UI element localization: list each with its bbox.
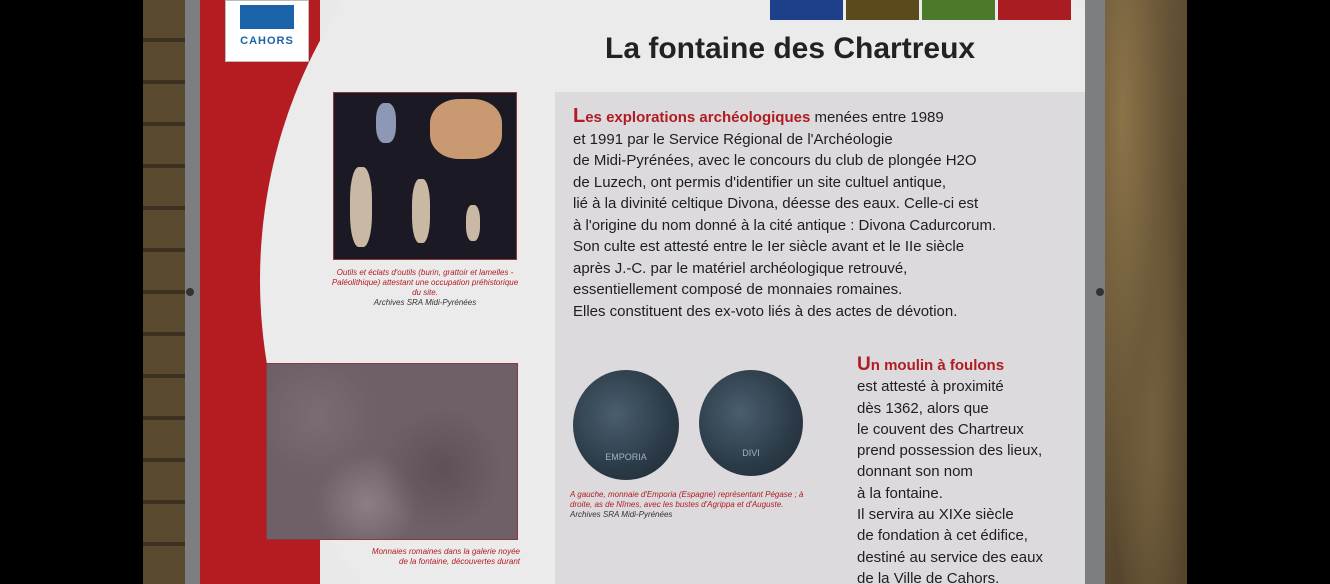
- coins-caption-text: A gauche, monnaie d'Emporia (Espagne) représentant Pégase ; à droite, as de Nîmes, avec les bustes d'Agrippa et d'Auguste.: [570, 490, 804, 509]
- flint-piece: [430, 99, 502, 159]
- coins-caption: [570, 490, 810, 520]
- intro-line: lié à la divinité celtique Divona, déesse des eaux. Celle-ci est: [573, 195, 979, 212]
- flint-piece: [412, 179, 430, 243]
- flint-piece: [466, 205, 480, 241]
- panel-title: La fontaine des Chartreux: [605, 32, 976, 65]
- intro-line: de Midi-Pyrénées, avec le concours du club de plongée H2O: [573, 152, 977, 169]
- tools-caption: [330, 268, 520, 308]
- intro-line: de Luzech, ont permis d'identifier un site cultuel antique,: [573, 173, 947, 191]
- tools-caption-source: Archives SRA Midi-Pyrénées: [373, 298, 477, 307]
- flint-piece: [376, 103, 396, 143]
- text-box: [555, 92, 1085, 584]
- moulin-line: Il servira au XIXe siècle: [857, 506, 1014, 524]
- moulin-paragraph: [857, 354, 1085, 584]
- frame-screw: [1096, 288, 1104, 296]
- intro-line: et 1991 par le Service Régional de l'Archéologie: [573, 130, 893, 148]
- frame-screw: [186, 288, 194, 296]
- moulin-line: de la Ville de Cahors.: [857, 569, 1000, 584]
- coins-in-gallery-photo: [266, 363, 518, 540]
- moulin-line: prend possession des lieux,: [857, 442, 1043, 460]
- logo-name: CAHORS: [240, 35, 294, 47]
- intro-line: à l'origine du nom donné à la cité antique : Divona Cadurcorum.: [573, 216, 997, 234]
- moulin-line: destiné au service des eaux: [857, 548, 1043, 566]
- intro-line: essentiellement composé de monnaies romaines.: [573, 281, 903, 298]
- logo-mark-icon: [240, 5, 294, 29]
- moulin-line: donnant son nom: [857, 463, 973, 481]
- information-panel: [200, 0, 1085, 584]
- moulin-line: à la fontaine.: [857, 484, 943, 502]
- thumbnail: [998, 0, 1071, 20]
- moulin-line: de fondation à cet édifice,: [857, 527, 1028, 545]
- moulin-line: dès 1362, alors que: [857, 399, 989, 417]
- intro-paragraph: [573, 106, 1073, 322]
- cahors-logo: [225, 0, 309, 62]
- stone-wall-left: [143, 0, 185, 584]
- intro-lead: Les explorations archéologiques: [573, 105, 811, 127]
- tools-caption-text: Outils et éclats d'outils (burin, grattoir et lamelles - Paléolithique) attestant une occupation préhistorique du site.: [331, 268, 519, 297]
- intro-line: menées entre 1989: [814, 109, 944, 126]
- coins-caption-source: Archives SRA Midi-Pyrénées: [570, 510, 673, 519]
- gallery-caption: Monnaies romaines dans la galerie noyée de la fontaine, découvertes durant: [371, 547, 520, 566]
- intro-line: après J.-C. par le matériel archéologique retrouvé,: [573, 259, 908, 277]
- nimes-coin: DIVI: [699, 370, 803, 476]
- thumbnail: [770, 0, 843, 20]
- intro-line: Son culte est attesté entre le Ier siècle avant et le IIe siècle: [573, 238, 965, 255]
- moulin-lead: Un moulin à foulons: [857, 354, 1005, 375]
- intro-line: Elles constituent des ex-voto liés à des actes de dévotion.: [573, 302, 958, 320]
- thumbnail: [846, 0, 919, 20]
- tools-photo: [333, 92, 517, 260]
- header-thumbnails: [770, 0, 1071, 20]
- thumbnail: [922, 0, 995, 20]
- emporia-coin: EMPORIA: [573, 370, 679, 480]
- moulin-line: le couvent des Chartreux: [857, 420, 1024, 438]
- flint-piece: [350, 167, 372, 247]
- moulin-line: est attesté à proximité: [857, 378, 1004, 396]
- stone-wall-right: [1095, 0, 1187, 584]
